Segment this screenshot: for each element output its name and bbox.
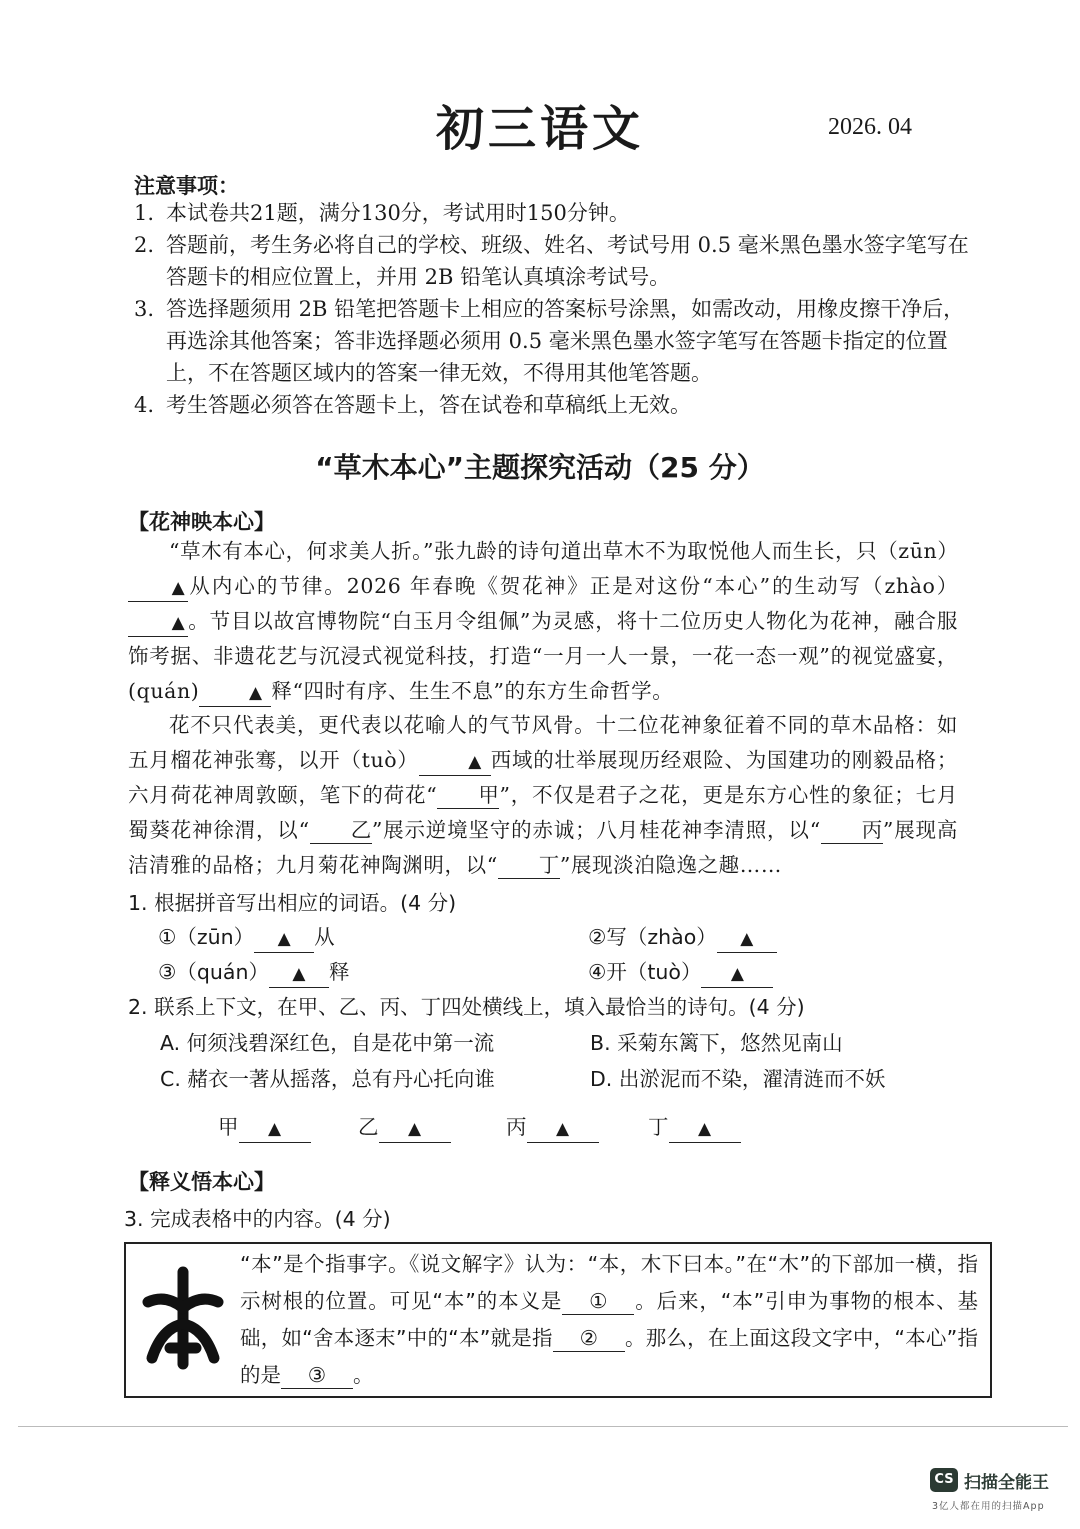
q1-item-1: ①（zūn） ▲ 从 xyxy=(158,920,335,953)
ancient-ben-character-icon xyxy=(142,1266,224,1370)
scanner-logo-icon: CS xyxy=(930,1468,958,1492)
q2-option-a: A. 何须浅碧深红色，自是花中第一流 xyxy=(160,1031,495,1055)
q1-stem: 1. 根据拼音写出相应的词语。(4 分) xyxy=(128,891,457,915)
answer-blank[interactable]: ▲ xyxy=(527,1114,599,1143)
notice-line: 考生答题必须答在答题卡上，答在试卷和草稿纸上无效。 xyxy=(166,393,691,417)
blank-bing: 丙 xyxy=(821,817,883,844)
answer-blank[interactable]: ▲ xyxy=(239,1114,311,1143)
passage-text: 。节目以故宫博物院“白玉月令组佩”为灵感，将十二位历史人物化为花神，融合服饰考据、非遗花艺与沉浸式视觉科技，打造“一月一人一景，一花一态一观”的视觉盛宴，(quán) xyxy=(128,609,958,703)
q2-fill-bing: 丙 ▲ xyxy=(506,1110,599,1143)
answer-blank[interactable]: ▲ xyxy=(254,924,314,953)
part1-heading: 【花神映本心】 xyxy=(128,510,275,534)
answer-blank[interactable]: ▲ xyxy=(701,959,773,988)
q2-option-c: C. 赭衣一著从摇落，总有丹心托向谁 xyxy=(160,1067,495,1091)
answer-blank-1[interactable]: ① xyxy=(562,1288,634,1315)
passage-text: 西域的壮举展现历经艰险、为国建功的刚毅品格；六月荷花神周敦颐，笔下的荷花“ xyxy=(128,748,958,807)
passage-text: 释“四时有序、生生不息”的东方生命哲学。 xyxy=(271,679,674,703)
passage-text: ”展现淡泊隐逸之趣…… xyxy=(559,853,782,877)
answer-blank[interactable]: ▲ xyxy=(269,959,329,988)
q1-item-3: ③（quán） ▲ 释 xyxy=(158,955,349,988)
part2-heading: 【释义悟本心】 xyxy=(128,1170,275,1194)
q2-option-d: D. 出淤泥而不染，濯清涟而不妖 xyxy=(590,1067,886,1091)
passage-paragraph-1 xyxy=(128,534,958,709)
notice-num-1: 1. xyxy=(134,201,155,225)
scanner-watermark-sub: 3亿人都在用的扫描App xyxy=(932,1501,1045,1512)
q2-fill-yi: 乙 ▲ xyxy=(358,1110,451,1143)
q1-item-2: ②写（zhào） ▲ xyxy=(588,920,777,953)
q2-fill-jia: 甲 ▲ xyxy=(218,1110,311,1143)
answer-blank[interactable]: ▲ xyxy=(717,924,777,953)
answer-blank-3[interactable]: ③ xyxy=(281,1362,353,1389)
notice-num-2: 2. xyxy=(134,233,155,257)
notice-num-3: 3. xyxy=(134,297,155,321)
section-title: “草木本心”主题探究活动（25 分） xyxy=(315,451,765,484)
notice-line: 答选择题须用 2B 铅笔把答题卡上相应的答案标号涂黑，如需改动，用橡皮擦干净后， xyxy=(166,297,965,321)
q3-stem: 3. 完成表格中的内容。(4 分) xyxy=(124,1207,391,1231)
answer-blank[interactable]: ▲ xyxy=(669,1114,741,1143)
exam-date: 2026. 04 xyxy=(828,114,912,140)
q2-fill-ding: 丁 ▲ xyxy=(648,1110,741,1143)
answer-blank-2[interactable]: ② xyxy=(553,1325,625,1352)
passage-text: “草木有本心，何求美人折。”张九龄的诗句道出草木不为取悦他人而生长，只（zūn） xyxy=(169,539,959,563)
passage-text: ”展示逆境坚守的赤诚；八月桂花神李清照，以“ xyxy=(371,818,821,842)
blank-zhao: ▲ xyxy=(128,608,188,637)
notice-num-4: 4. xyxy=(134,393,155,417)
passage-text: 花不只代表美，更代表以花喻人的气节风骨。十二位花神象征着不同的草木品格：如五月榴花神张骞，以开（tuò） xyxy=(128,713,958,772)
q1-item-4: ④开（tuò） ▲ xyxy=(588,955,773,988)
blank-jia: 甲 xyxy=(437,782,499,809)
notice-heading: 注意事项： xyxy=(134,174,239,198)
page-divider xyxy=(18,1426,1068,1427)
q3-table-text: “本”是个指事字。《说文解字》认为：“本，木下曰本。”在“木”的下部加一横，指示树根的位置。可见“本”的本义是 ① 。后来，“本”引申为事物的根本、基础，如“舍本逐末”中的“本”就是指 ② 。那么，在上面这段文字中，“本心”指的是 ③ 。 xyxy=(240,1252,978,1387)
passage-text: ”展现高洁清雅的品格；九月菊花神陶渊明，以“ xyxy=(128,818,958,877)
passage-text: ”，不仅是君子之花，更是东方心性的象征；七月蜀葵花神徐渭，以“ xyxy=(128,783,958,842)
blank-yi: 乙 xyxy=(310,817,372,844)
notice-line: 答题卡的相应位置上，并用 2B 铅笔认真填涂考试号。 xyxy=(166,265,671,289)
page-title: 初三语文 xyxy=(435,101,644,157)
blank-ding: 丁 xyxy=(498,852,560,879)
notice-line: 答题前，考生务必将自己的学校、班级、姓名、考试号用 0.5 毫米黑色墨水签字笔写在 xyxy=(166,233,969,257)
answer-blank[interactable]: ▲ xyxy=(379,1114,451,1143)
scanner-watermark-name: 扫描全能王 xyxy=(964,1473,1049,1493)
q2-option-b: B. 采菊东篱下，悠然见南山 xyxy=(590,1031,843,1055)
blank-zun: ▲ xyxy=(128,573,188,602)
blank-tuo: ▲ xyxy=(419,747,491,776)
passage-text: 从内心的节律。2026 年春晚《贺花神》正是对这份“本心”的生动写（zhào） xyxy=(188,574,958,598)
blank-quan: ▲ xyxy=(199,678,271,707)
notice-line: 上，不在答题区域内的答案一律无效，不得用其他笔答题。 xyxy=(166,361,712,385)
notice-line: 本试卷共21题，满分130分，考试用时150分钟。 xyxy=(166,201,630,225)
notice-line: 再选涂其他答案；答非选择题必须用 0.5 毫米黑色墨水签字笔写在答题卡指定的位置 xyxy=(166,329,948,353)
q2-stem: 2. 联系上下文，在甲、乙、丙、丁四处横线上，填入最恰当的诗句。(4 分) xyxy=(128,995,805,1019)
passage-paragraph-2 xyxy=(128,708,958,883)
